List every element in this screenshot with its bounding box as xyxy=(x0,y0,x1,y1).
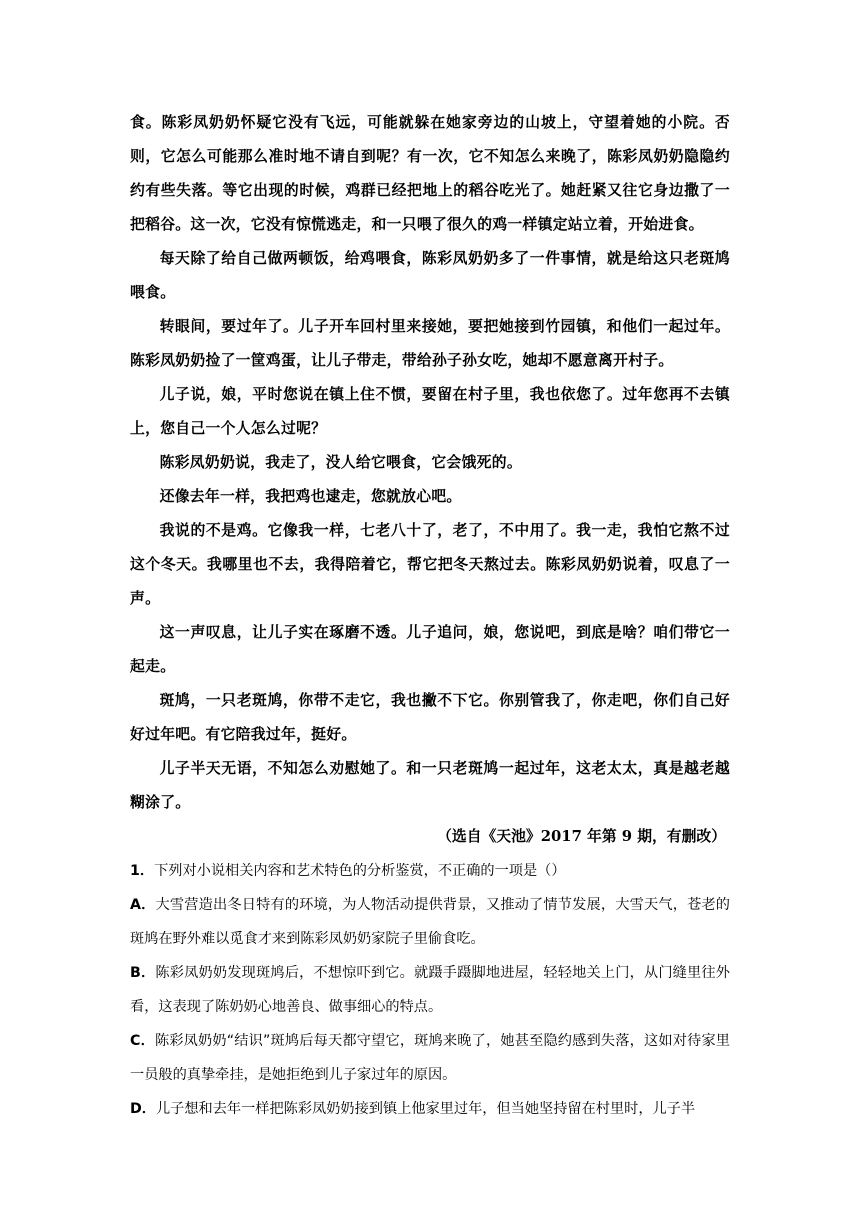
option-text: 陈彩凤奶奶“结识”斑鸠后每天都守望它，斑鸠来晚了，她甚至隐约感到失落，这如对待家里一员般的真挚牵挂，是她拒绝到儿子家过年的原因。 xyxy=(130,1033,730,1083)
option-a xyxy=(130,888,730,956)
story-paragraph: 儿子说，娘，平时您说在镇上住不惯，要留在村子里，我也依您了。过年您再不去镇上，您自己一个人怎么过呢？ xyxy=(130,386,730,437)
question-text: 下列对小说相关内容和艺术特色的分析鉴赏，不正确的一项是（） xyxy=(154,863,566,879)
option-text: 大雪营造出冬日特有的环境，为人物活动提供背景，又推动了情节发展，大雪天气，苍老的斑鸠在野外难以觅食才来到陈彩凤奶奶家院子里偷食吃。 xyxy=(130,897,730,947)
option-text: 儿子想和去年一样把陈彩凤奶奶接到镇上他家里过年，但当她坚持留在村里时，儿子半 xyxy=(155,1101,696,1117)
story-paragraph: 食。陈彩凤奶奶怀疑它没有飞远，可能就躲在她家旁边的山坡上，守望着她的小院。否则，它怎么可能那么准时地不请自到呢？有一次，它不知怎么来晚了，陈彩凤奶奶隐隐约约有些失落。等它出现的时候，鸡群已经把地上的稻谷吃光了。她赶紧又往它身边撒了一把稻谷。这一次，它没有惊慌逃走，和一只喂了很久的鸡一样镇定站立着，开始进食。 xyxy=(130,114,730,233)
story-paragraph: 我说的不是鸡。它像我一样，七老八十了，老了，不中用了。我一走，我怕它熬不过这个冬天。我哪里也不去，我得陪着它，帮它把冬天熬过去。陈彩凤奶奶说着，叹息了一声。 xyxy=(130,522,730,607)
story-paragraph: 这一声叹息，让儿子实在琢磨不透。儿子追问，娘，您说吧，到底是啥？咱们带它一起走。 xyxy=(130,624,730,675)
option-letter: D． xyxy=(130,1101,156,1117)
story-paragraph: 陈彩凤奶奶说，我走了，没人给它喂食，它会饿死的。 xyxy=(159,454,522,471)
option-letter: B． xyxy=(130,965,156,981)
document-page xyxy=(130,106,730,1126)
source-citation: （选自《天池》2017 年第 9 期，有删改） xyxy=(437,828,726,845)
option-text: 陈彩凤奶奶发现斑鸠后，不想惊吓到它。就蹑手蹑脚地进屋，轻轻地关上门，从门缝里往外看，这表现了陈奶奶心地善良、做事细心的特点。 xyxy=(130,965,730,1015)
story-paragraph: 每天除了给自己做两顿饭，给鸡喂食，陈彩凤奶奶多了一件事情，就是给这只老斑鸠喂食。 xyxy=(130,250,730,301)
question-number: 1． xyxy=(130,863,155,879)
option-d xyxy=(130,1092,730,1126)
story-text xyxy=(130,106,730,820)
story-paragraph: 转眼间，要过年了。儿子开车回村里来接她，要把她接到竹园镇，和他们一起过年。陈彩凤奶奶捡了一筐鸡蛋，让儿子带走，带给孙子孙女吃，她却不愿意离开村子。 xyxy=(130,318,730,369)
story-paragraph: 儿子半天无语，不知怎么劝慰她了。和一只老斑鸠一起过年，这老太太，真是越老越糊涂了。 xyxy=(130,760,730,811)
option-c xyxy=(130,1024,730,1092)
option-letter: C． xyxy=(130,1033,155,1049)
option-b xyxy=(130,956,730,1024)
story-paragraph: 还像去年一样，我把鸡也逮走，您就放心吧。 xyxy=(159,488,462,505)
story-paragraph: 斑鸠，一只老斑鸠，你带不走它，我也撇不下它。你别管我了，你走吧，你们自己好好过年吧。有它陪我过年，挺好。 xyxy=(130,692,730,743)
option-letter: A． xyxy=(130,897,156,913)
question-stem xyxy=(130,854,730,888)
answer-options xyxy=(130,888,730,1126)
